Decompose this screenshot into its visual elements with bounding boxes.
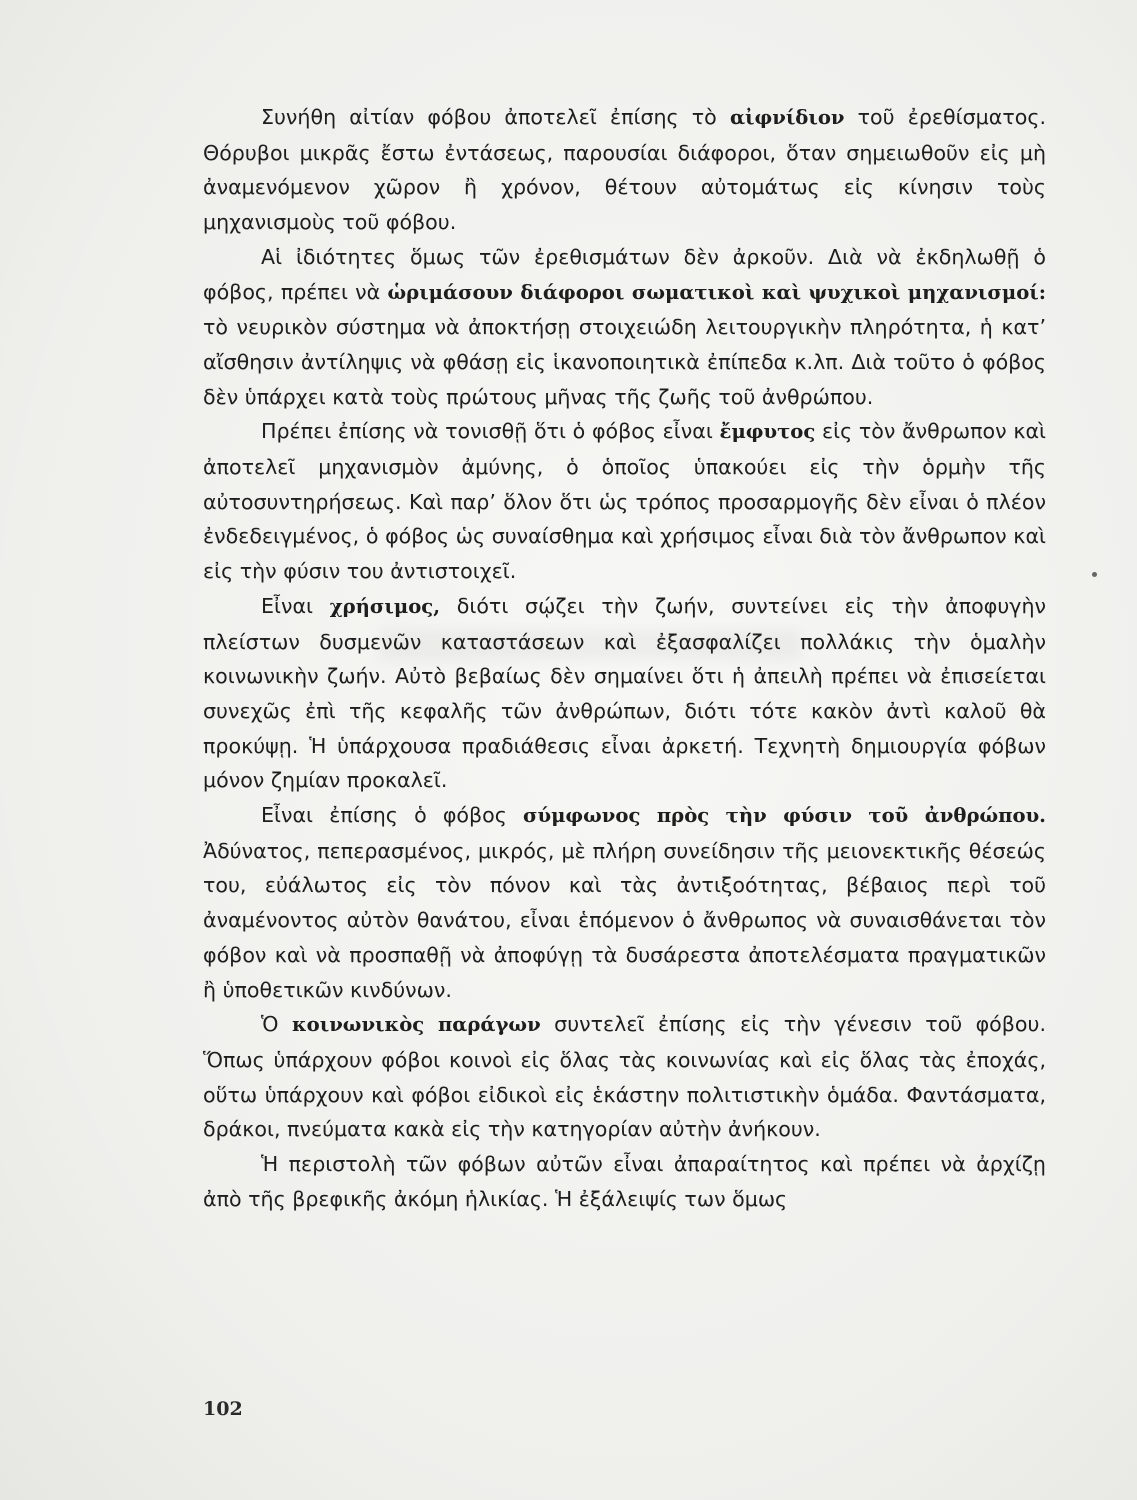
text-run: Συνήθη αἰτίαν φόβου ἀποτελεῖ ἐπίσης τὸ xyxy=(261,105,730,129)
text-run: εἰς τὸν ἄνθρωπον καὶ ἀποτελεῖ μηχανισμὸν ἀμύνης, ὁ ὁποῖος ὑπακούει εἰς τὴν ὁρμὴν τῆς αὐτοσυντηρήσεως. Καὶ παρ’ ὅλον ὅτι ὡς τρόπος προσαρμογῆς δὲν εἶναι ὁ πλέον ἐνδεδειγμένος, ὁ φόβος ὡς συναίσθημα καὶ χρήσιμος εἶναι διὰ τὸν ἄνθρωπον καὶ εἰς τὴν φύσιν του ἀντιστοιχεῖ. xyxy=(203,419,1046,584)
text-run: Εἶναι xyxy=(261,593,330,618)
text-run: Εἶναι ἐπίσης ὁ φόβος xyxy=(261,803,524,828)
emphasis-symfonos: σύμφωνος πρὸς τὴν φύσιν τοῦ ἀνθρώπου. xyxy=(523,804,1046,828)
emphasis-aifnidion: αἰφνίδιον xyxy=(729,106,845,129)
text-run: τὸ νευρικὸν σύστημα νὰ ἀποκτήσῃ στοιχειώδη λειτουργικὴν πληρότητα, ἡ κατ’ αἴσθησιν ἀντίληψις νὰ φθάσῃ εἰς ἱκανοποιητικὰ ἐπίπεδα κ.λπ. Διὰ τοῦτο ὁ φόβος δὲν ὑπάρχει κατὰ τοὺς πρώτους μῆνας τῆς ζωῆς τοῦ ἀνθρώπου. xyxy=(203,315,1046,409)
page-number: 102 xyxy=(203,1398,243,1420)
emphasis-emfytos: ἔμφυτος xyxy=(719,420,816,444)
paragraph-3 xyxy=(203,414,1046,589)
text-run: Ὁ xyxy=(261,1012,292,1037)
text-run: συντελεῖ ἐπίσης εἰς τὴν γένεσιν τοῦ φόβου. Ὅπως ὑπάρχουν φόβοι κοινοὶ εἰς ὅλας τὰς κοινωνίας καὶ εἰς ὅλας τὰς ἐποχάς, οὕτω ὑπάρχουν καὶ φόβοι εἰδικοὶ εἰς ἑκάστην πολιτιστικὴν ὁμάδα. Φαντάσματα, δράκοι, πνεύματα κακὰ εἰς τὴν κατηγορίαν αὐτὴν ἀνήκουν. xyxy=(203,1012,1046,1142)
ink-speck xyxy=(1092,572,1097,577)
paragraph-7 xyxy=(203,1147,1046,1216)
paragraph-2 xyxy=(203,240,1046,415)
text-run: διότι σῴζει τὴν ζωήν, συντείνει εἰς τὴν ἀποφυγὴν πλείστων δυσμενῶν καταστάσεων καὶ ἐξασφαλίζει πολλάκις τὴν ὁμαλὴν κοινωνικὴν ζωήν. Αὐτὸ βεβαίως δὲν σημαίνει ὅτι ἡ ἀπειλὴ πρέπει νὰ ἐπισείεται συνεχῶς ἐπὶ τῆς κεφαλῆς τῶν ἀνθρώπων, διότι τότε κακὸν ἀντὶ καλοῦ θὰ προκύψῃ. Ἡ ὑπάρχουσα πραδιάθεσις εἶναι ἀρκετή. Τεχνητὴ δημιουργία φόβων μόνον ζημίαν προκαλεῖ. xyxy=(203,593,1046,793)
paragraph-6 xyxy=(203,1007,1046,1147)
paragraph-5 xyxy=(203,798,1046,1007)
text-run: τοῦ ἐρεθίσματος. Θόρυβοι μικρᾶς ἔστω ἐντάσεως, παρουσίαι διάφοροι, ὅταν σημειωθοῦν εἰς μὴ ἀναμενόμενον χῶρον ἢ χρόνον, θέτουν αὐτομάτως εἰς κίνησιν τοὺς μηχανισμοὺς τοῦ φόβου. xyxy=(203,105,1046,235)
paragraph-1 xyxy=(203,100,1046,240)
emphasis-chrisimos: χρήσιμος, xyxy=(329,594,441,618)
emphasis-koinonikos-paragon: κοινωνικὸς παράγων xyxy=(291,1013,541,1037)
text-run: Ἡ περιστολὴ τῶν φόβων αὐτῶν εἶναι ἀπαραίτητος καὶ πρέπει νὰ ἀρχίζῃ ἀπὸ τῆς βρεφικῆς ἀκόμη ἡλικίας. Ἡ ἐξάλειψίς των ὅμως xyxy=(203,1152,1046,1211)
text-run: Αἱ ἰδιότητες ὅμως τῶν ἐρεθισμάτων δὲν ἀρκοῦν. Διὰ νὰ ἐκδηλωθῇ ὁ φόβος, πρέπει νὰ xyxy=(203,244,1046,304)
paragraph-4 xyxy=(203,589,1046,798)
emphasis-mechanisms: ὡριμάσουν διάφοροι σωματικοὶ καὶ ψυχικοὶ μηχανισμοί: xyxy=(387,280,1046,304)
text-run: Ἀδύνατος, πεπερασμένος, μικρός, μὲ πλήρη συνείδησιν τῆς μειονεκτικῆς θέσεώς του, εὐάλωτος εἰς τὸν πόνον καὶ τὰς ἀντιξοότητας, βέβαιος περὶ τοῦ ἀναμένοντος αὐτὸν θανάτου, εἶναι ἑπόμενον ὁ ἄνθρωπος νὰ συναισθάνεται τὸν φόβον καὶ νὰ προσπαθῇ νὰ ἀποφύγῃ τὰ δυσάρεστα ἀποτελέσματα πραγματικῶν ἢ ὑποθετικῶν κινδύνων. xyxy=(203,838,1046,1002)
text-run: Πρέπει ἐπίσης νὰ τονισθῇ ὅτι ὁ φόβος εἶναι xyxy=(261,419,720,444)
body-text xyxy=(203,100,1046,1217)
